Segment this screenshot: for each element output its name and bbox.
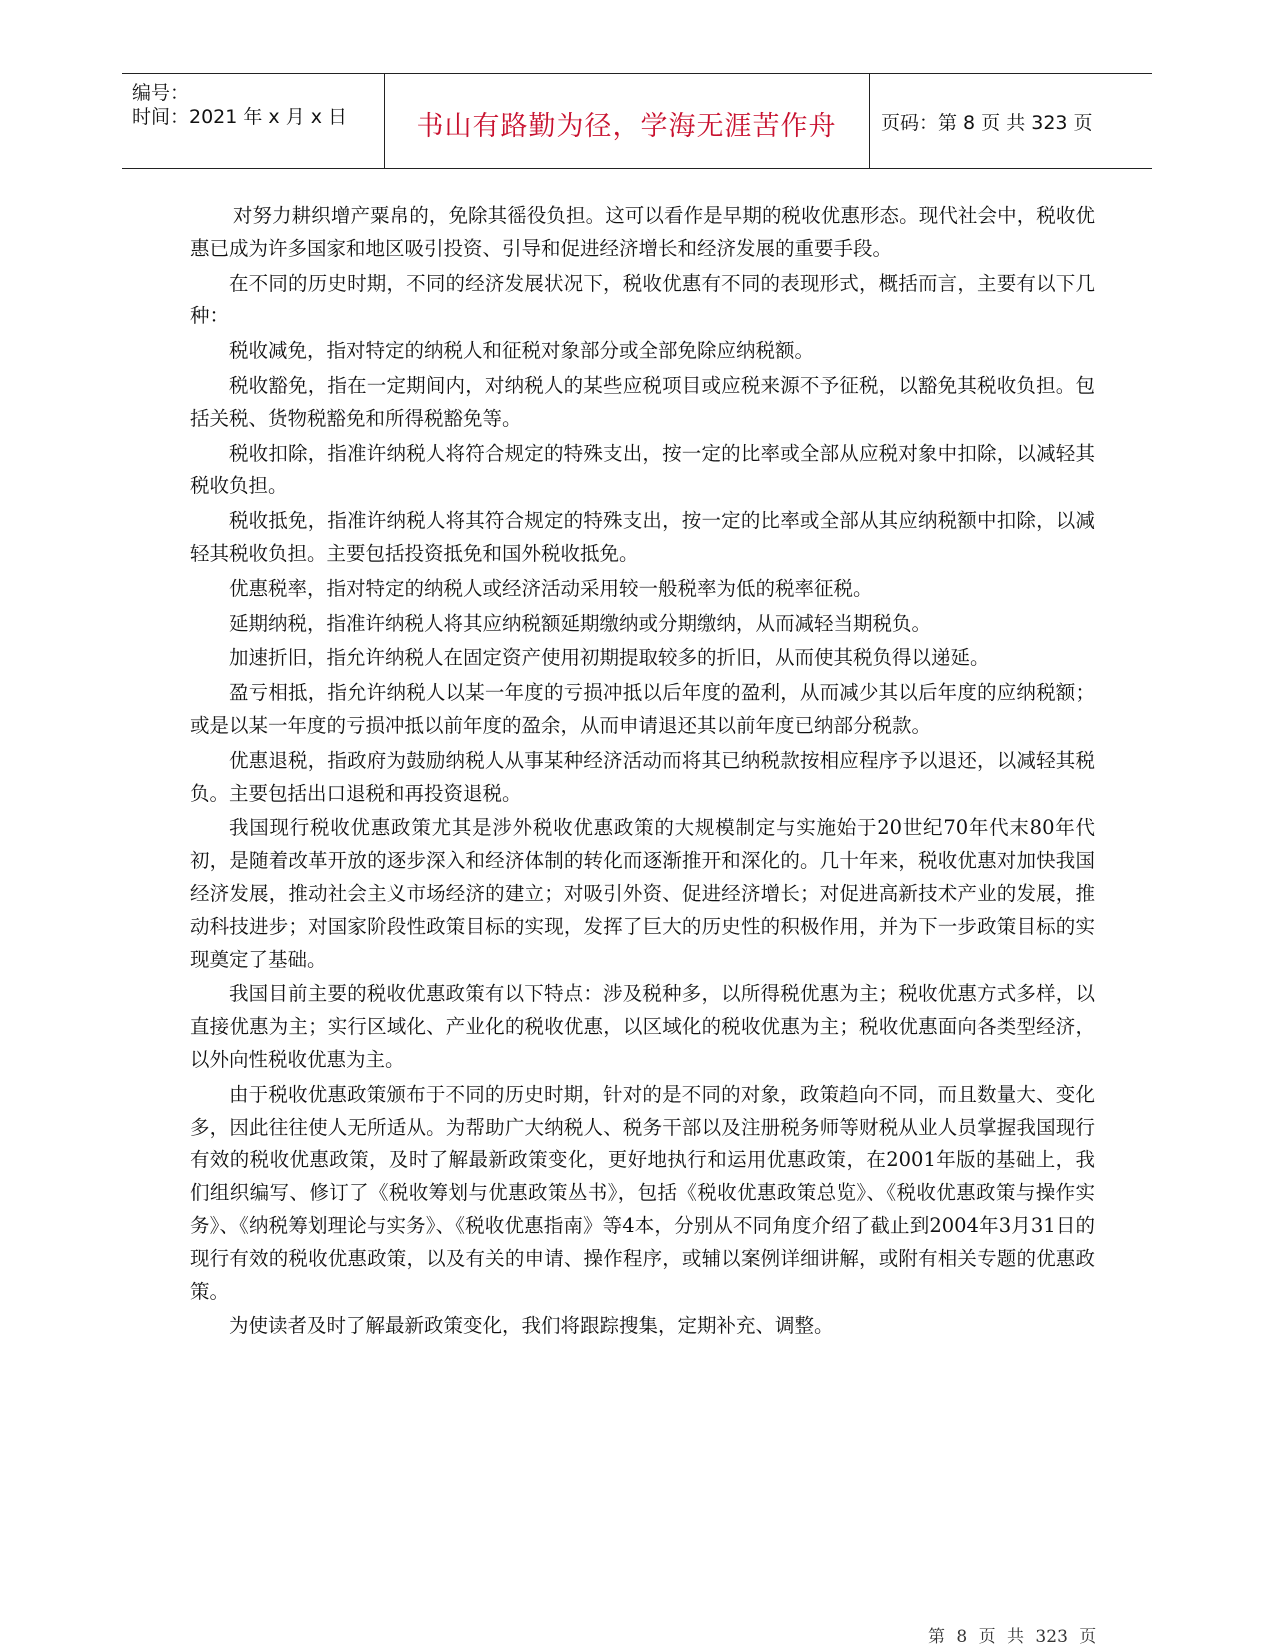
motto-text: 书山有路勤为径，学海无涯苦作舟 <box>416 111 837 142</box>
paragraph: 延期纳税，指准许纳税人将其应纳税额延期缴纳或分期缴纳，从而减轻当期税负。 <box>229 611 932 635</box>
document-body <box>190 200 1095 1345</box>
paragraph: 盈亏相抵，指允许纳税人以某一年度的亏损冲抵以后年度的盈利，从而减少其以后年度的应纳税额；或是以某一年度的亏损冲抵以前年度的盈余，从而申请退还其以前年度已纳部分税款。 <box>190 681 1095 737</box>
paragraph: 税收扣除，指准许纳税人将符合规定的特殊支出，按一定的比率或全部从应税对象中扣除，以减轻其税收负担。 <box>190 441 1095 498</box>
header-page-number: 页码：第 8 页 共 323 页 <box>881 112 1093 134</box>
header-page-cell <box>869 74 1152 168</box>
paragraph: 优惠退税，指政府为鼓励纳税人从事某种经济活动而将其已纳税款按相应程序予以退还，以减轻其税负。主要包括出口退税和再投资退税。 <box>190 748 1095 805</box>
paragraph: 我国目前主要的税收优惠政策有以下特点：涉及税种多，以所得税优惠为主；税收优惠方式多样，以直接优惠为主；实行区域化、产业化的税收优惠，以区域化的税收优惠为主；税收优惠面向各类型经济，以外向性税收优惠为主。 <box>190 982 1095 1071</box>
time-label: 时间：2021 年 x 月 x 日 <box>132 106 348 128</box>
header-motto-cell <box>384 74 870 168</box>
serial-label: 编号： <box>132 82 190 104</box>
document-header <box>122 73 1152 169</box>
paragraph: 我国现行税收优惠政策尤其是涉外税收优惠政策的大规模制定与实施始于20世纪70年代末80年代初，是随着改革开放的逐步深入和经济体制的转化而逐渐推开和深化的。几十年来，税收优惠对加快我国经济发展，推动社会主义市场经济的建立；对吸引外资、促进经济增长；对促进高新技术产业的发展，推动科技进步；对国家阶段性政策目标的实现，发挥了巨大的历史性的积极作用，并为下一步政策目标的实现奠定了基础。 <box>190 816 1095 971</box>
header-info-cell <box>122 74 385 168</box>
paragraph: 对努力耕织增产粟帛的，免除其徭役负担。这可以看作是早期的税收优惠形态。现代社会中，税收优惠已成为许多国家和地区吸引投资、引导和促进经济增长和经济发展的重要手段。 <box>190 204 1095 260</box>
paragraph: 由于税收优惠政策颁布于不同的历史时期，针对的是不同的对象，政策趋向不同，而且数量大、变化多，因此往往使人无所适从。为帮助广大纳税人、税务干部以及注册税务师等财税从业人员掌握我国现行有效的税收优惠政策，及时了解最新政策变化，更好地执行和运用优惠政策，在2001年版的基础上，我们组织编写、修订了《税收筹划与优惠政策丛书》，包括《税收优惠政策总览》、《税收优惠政策与操作实务》、《纳税筹划理论与实务》、《税收优惠指南》等4本，分别从不同角度介绍了截止到2004年3月31日的现行有效的税收优惠政策，以及有关的申请、操作程序，或辅以案例详细讲解，或附有相关专题的优惠政策。 <box>190 1082 1095 1303</box>
paragraph: 税收减免，指对特定的纳税人和征税对象部分或全部免除应纳税额。 <box>229 339 815 363</box>
footer-page-number: 第 8 页 共 323 页 <box>928 1627 1097 1647</box>
paragraph: 税收豁免，指在一定期间内，对纳税人的某些应税项目或应税来源不予征税，以豁免其税收负担。包括关税、货物税豁免和所得税豁免等。 <box>190 373 1095 430</box>
paragraph: 加速折旧，指允许纳税人在固定资产使用初期提取较多的折旧，从而使其税负得以递延。 <box>229 646 990 670</box>
paragraph: 为使读者及时了解最新政策变化，我们将跟踪搜集，定期补充、调整。 <box>229 1314 834 1338</box>
paragraph: 税收抵免，指准许纳税人将其符合规定的特殊支出，按一定的比率或全部从其应纳税额中扣除，以减轻其税收负担。主要包括投资抵免和国外税收抵免。 <box>190 509 1095 565</box>
paragraph: 在不同的历史时期，不同的经济发展状况下，税收优惠有不同的表现形式，概括而言，主要有以下几种： <box>190 271 1095 328</box>
paragraph: 优惠税率，指对特定的纳税人或经济活动采用较一般税率为低的税率征税。 <box>229 576 873 600</box>
